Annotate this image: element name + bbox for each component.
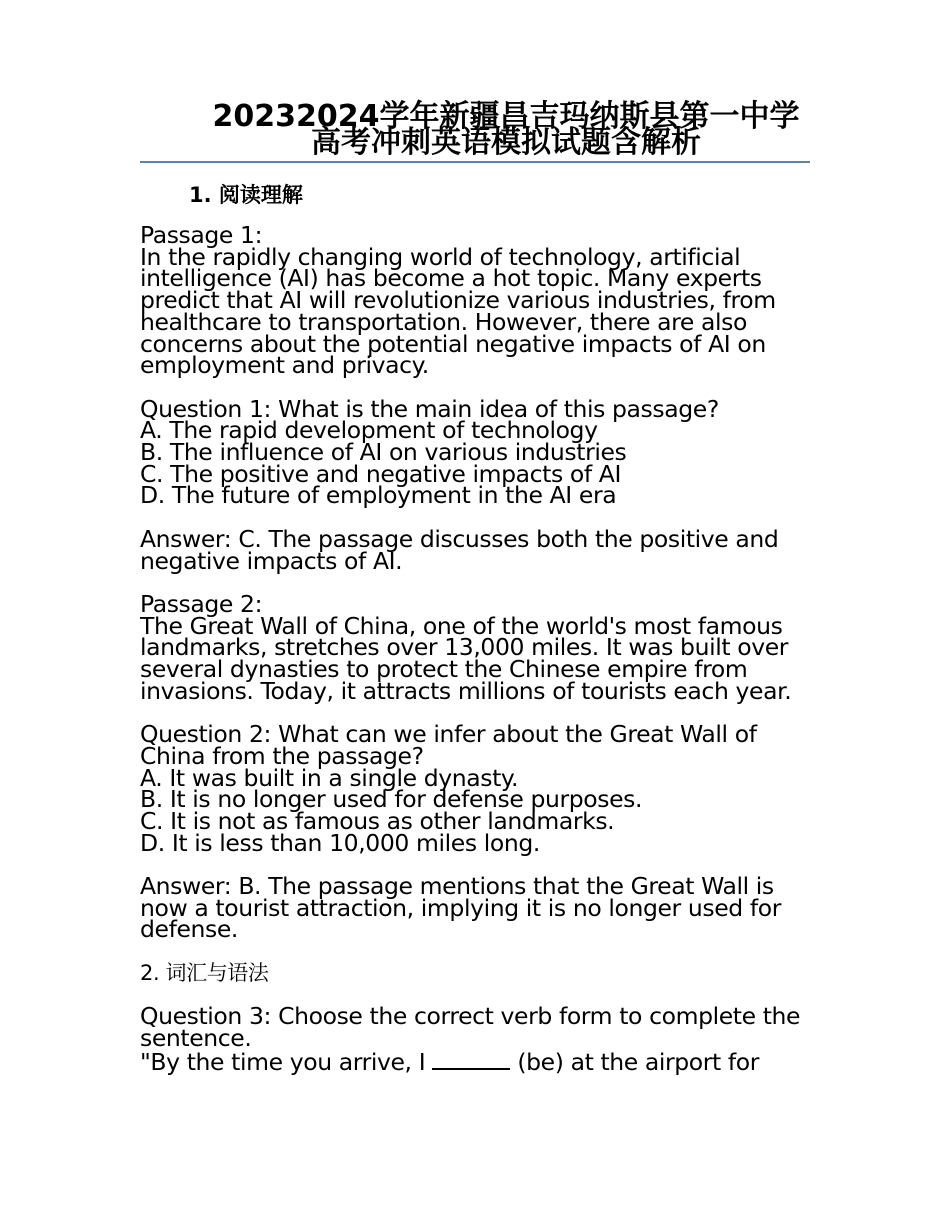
question-1-option-b: B. The influence of AI on various industries	[140, 438, 627, 467]
section-heading-reading: 1. 阅读理解	[189, 183, 303, 207]
question-1-option-a: A. The rapid development of technology	[140, 416, 598, 445]
question-1-text: Question 1: What is the main idea of this passage?	[140, 394, 719, 423]
question-1	[140, 394, 815, 510]
question-2-option-d: D. It is less than 10,000 miles long.	[140, 828, 540, 857]
title-block	[140, 99, 810, 160]
question-3-sentence	[140, 1047, 815, 1076]
question-3-text: Question 3: Choose the correct verb form to complete the sentence.	[140, 1002, 801, 1052]
question-2-option-b: B. It is no longer used for defense purposes.	[140, 785, 643, 814]
question-2-option-c: C. It is not as famous as other landmarks.	[140, 806, 615, 835]
passage-1-label: Passage 1:	[140, 221, 263, 249]
answer-2: Answer: B. The passage mentions that the Great Wall is now a tourist attraction, implying it is no longer used for defense.	[140, 872, 781, 944]
question-3	[140, 1002, 815, 1076]
page-title: 20232024学年新疆昌吉玛纳斯县第一中学高考冲刺英语模拟试题含解析	[212, 99, 800, 160]
section-heading-vocab: 2. 词汇与语法	[140, 960, 269, 985]
question-2-text: Question 2: What can we infer about the Great Wall of China from the passage?	[140, 720, 757, 770]
passage-2-text: The Great Wall of China, one of the world's most famous landmarks, stretches over 13,000 miles. It was built over several dynasties to protect the Chinese empire from invasions. Today, it attracts millions of tourists each year.	[140, 611, 792, 705]
passage-2-label: Passage 2:	[140, 589, 263, 618]
question-2-option-a: A. It was built in a single dynasty.	[140, 763, 519, 792]
title-divider	[140, 161, 810, 163]
section-heading-vocab-wrap	[140, 960, 815, 985]
question-2	[140, 720, 815, 857]
question-1-option-d: D. The future of employment in the AI era	[140, 481, 617, 510]
question-3-sentence-start: "By the time you arrive, I	[140, 1047, 426, 1076]
question-1-option-c: C. The positive and negative impacts of AI	[140, 459, 622, 488]
passage-1	[140, 221, 815, 380]
document-body	[140, 221, 815, 1095]
answer-blank	[432, 1050, 510, 1070]
question-3-sentence-end: (be) at the airport for	[517, 1047, 760, 1076]
passage-1-text: In the rapidly changing world of technology, artificial intelligence (AI) has become a hot topic. Many experts predict that AI will revolutionize various industries, from healthcare to transportation. However, there are also concerns about the potential negative impacts of AI on employment and privacy.	[140, 242, 776, 380]
answer-1: Answer: C. The passage discusses both the positive and negative impacts of AI.	[140, 524, 779, 575]
passage-2	[140, 589, 815, 705]
